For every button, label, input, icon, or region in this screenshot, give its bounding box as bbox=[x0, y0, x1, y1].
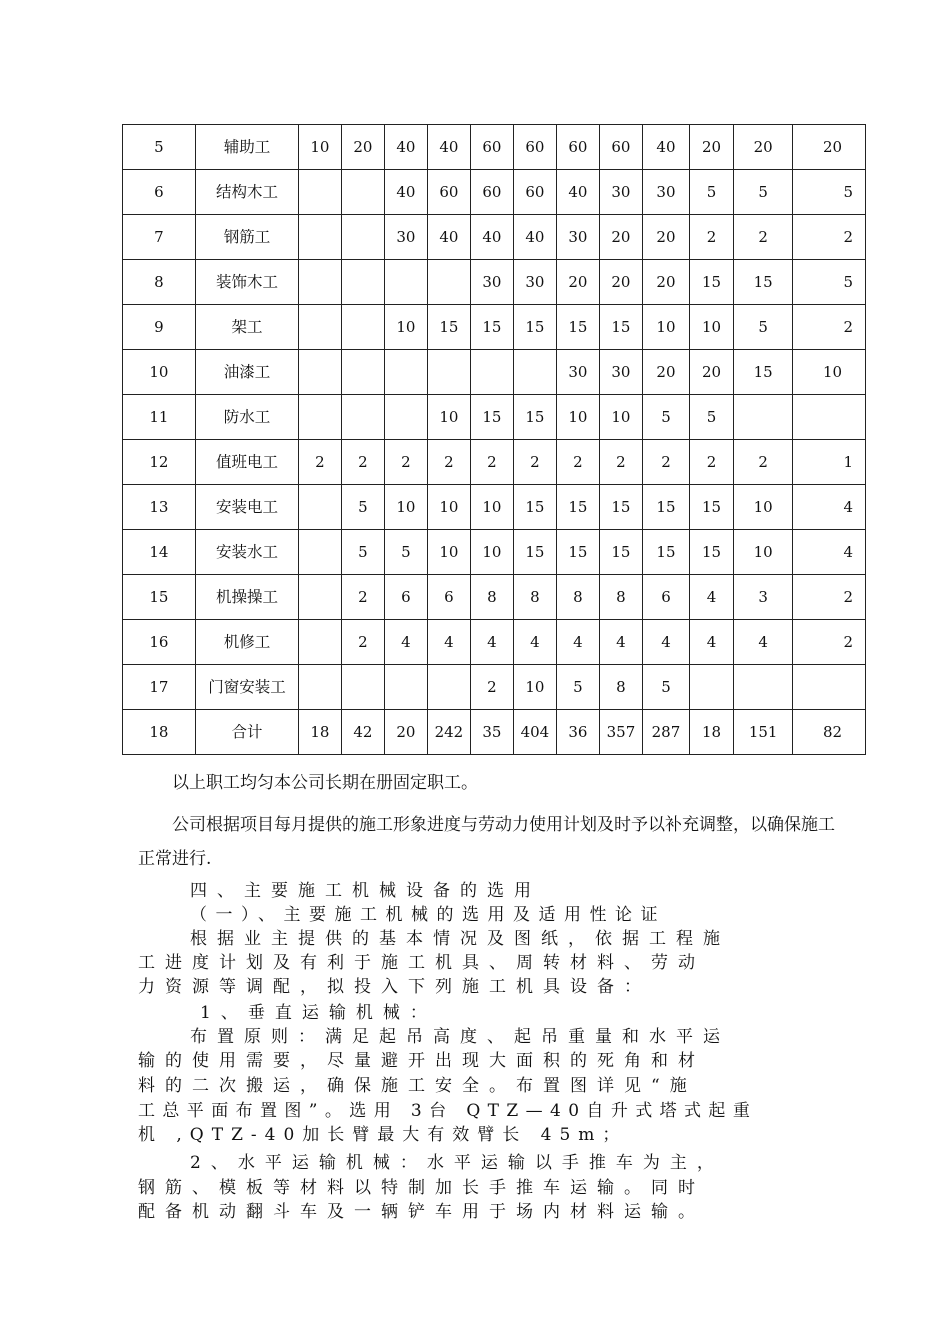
labor-count-cell: 20 bbox=[643, 260, 690, 305]
labor-count-cell bbox=[299, 665, 342, 710]
labor-count-cell: 15 bbox=[513, 395, 557, 440]
labor-count-cell: 60 bbox=[427, 170, 471, 215]
labor-count-cell: 15 bbox=[599, 305, 643, 350]
labor-count-cell: 15 bbox=[471, 395, 514, 440]
labor-count-cell: 20 bbox=[792, 125, 865, 170]
labor-count-cell: 10 bbox=[471, 530, 514, 575]
labor-count-cell: 5 bbox=[689, 395, 734, 440]
labor-count-cell: 2 bbox=[557, 440, 600, 485]
labor-count-cell: 60 bbox=[513, 170, 557, 215]
row-number: 5 bbox=[123, 125, 196, 170]
labor-count-cell: 40 bbox=[557, 170, 600, 215]
labor-count-cell: 2 bbox=[471, 665, 514, 710]
labor-count-cell bbox=[792, 665, 865, 710]
paragraph-basis-line2: 工进度计划及有利于施工机具、周转材料、劳动 bbox=[138, 953, 705, 973]
labor-count-cell: 40 bbox=[427, 215, 471, 260]
labor-count-cell: 35 bbox=[471, 710, 514, 755]
labor-count-cell bbox=[299, 530, 342, 575]
table-row bbox=[123, 170, 866, 215]
labor-count-cell: 15 bbox=[599, 485, 643, 530]
labor-count-cell: 10 bbox=[792, 350, 865, 395]
labor-count-cell: 6 bbox=[643, 575, 690, 620]
labor-count-cell: 82 bbox=[792, 710, 865, 755]
row-number: 6 bbox=[123, 170, 196, 215]
labor-count-cell: 30 bbox=[599, 170, 643, 215]
labor-count-cell: 10 bbox=[599, 395, 643, 440]
labor-count-cell bbox=[341, 350, 385, 395]
row-number: 16 bbox=[123, 620, 196, 665]
row-number: 15 bbox=[123, 575, 196, 620]
trade-name: 安装水工 bbox=[195, 530, 298, 575]
labor-count-cell bbox=[471, 350, 514, 395]
labor-count-cell: 5 bbox=[557, 665, 600, 710]
trade-name: 值班电工 bbox=[195, 440, 298, 485]
labor-count-cell: 60 bbox=[557, 125, 600, 170]
labor-count-cell: 3 bbox=[734, 575, 793, 620]
row-number: 13 bbox=[123, 485, 196, 530]
labor-count-cell: 15 bbox=[557, 305, 600, 350]
labor-count-cell bbox=[299, 260, 342, 305]
row-number: 18 bbox=[123, 710, 196, 755]
labor-count-cell bbox=[427, 350, 471, 395]
table-row bbox=[123, 260, 866, 305]
labor-count-cell: 4 bbox=[427, 620, 471, 665]
labor-count-cell: 20 bbox=[599, 215, 643, 260]
table-row bbox=[123, 485, 866, 530]
labor-count-cell: 4 bbox=[643, 620, 690, 665]
labor-count-cell: 2 bbox=[341, 440, 385, 485]
table-row bbox=[123, 530, 866, 575]
labor-count-cell bbox=[513, 350, 557, 395]
labor-count-cell: 15 bbox=[689, 260, 734, 305]
labor-count-cell: 10 bbox=[427, 485, 471, 530]
labor-count-cell bbox=[299, 215, 342, 260]
paragraph-adjustment: 公司根据项目每月提供的施工形象进度与劳动力使用计划及时予以补充调整，以确保施工正常进行. bbox=[138, 815, 835, 869]
paragraph-layout-line3: 料的二次搬运，确保施工安全。布置图详见“施 bbox=[138, 1076, 697, 1096]
labor-count-cell: 18 bbox=[299, 710, 342, 755]
labor-count-cell: 15 bbox=[689, 530, 734, 575]
labor-count-cell: 30 bbox=[599, 350, 643, 395]
paragraph-horizontal-line3: 配备机动翻斗车及一辆铲车用于场内材料运输。 bbox=[138, 1202, 705, 1222]
labor-count-cell: 15 bbox=[513, 530, 557, 575]
paragraph-layout-line5: 机 ,QTZ-40加长臂最大有效臂长 45m； bbox=[138, 1125, 628, 1145]
trade-name: 装饰木工 bbox=[195, 260, 298, 305]
labor-count-cell: 2 bbox=[471, 440, 514, 485]
paragraph-layout-line2: 输的使用需要，尽量避开出现大面积的死角和材 bbox=[138, 1051, 705, 1071]
labor-count-cell: 30 bbox=[513, 260, 557, 305]
table-row bbox=[123, 350, 866, 395]
labor-count-cell bbox=[299, 620, 342, 665]
labor-count-cell: 5 bbox=[734, 170, 793, 215]
labor-count-cell: 5 bbox=[643, 395, 690, 440]
paragraph-basis-line1: 根据业主提供的基本情况及图纸，依据工程施 bbox=[190, 929, 730, 949]
labor-count-cell: 2 bbox=[792, 620, 865, 665]
row-number: 17 bbox=[123, 665, 196, 710]
paragraph-basis-line3: 力资源等调配，拟投入下列施工机具设备： bbox=[138, 977, 651, 997]
labor-count-cell bbox=[734, 665, 793, 710]
labor-count-cell: 10 bbox=[299, 125, 342, 170]
labor-count-cell: 5 bbox=[792, 170, 865, 215]
labor-table-body bbox=[123, 125, 866, 755]
labor-count-cell: 60 bbox=[599, 125, 643, 170]
labor-count-cell: 40 bbox=[385, 125, 428, 170]
labor-count-cell: 4 bbox=[385, 620, 428, 665]
labor-count-cell bbox=[299, 170, 342, 215]
labor-count-cell: 20 bbox=[689, 125, 734, 170]
table-row bbox=[123, 305, 866, 350]
labor-count-cell: 10 bbox=[734, 530, 793, 575]
labor-count-cell bbox=[341, 395, 385, 440]
trade-name: 安装电工 bbox=[195, 485, 298, 530]
table-row bbox=[123, 440, 866, 485]
table-row bbox=[123, 395, 866, 440]
labor-count-cell bbox=[385, 260, 428, 305]
row-number: 7 bbox=[123, 215, 196, 260]
labor-count-cell: 2 bbox=[341, 620, 385, 665]
trade-name: 合计 bbox=[195, 710, 298, 755]
labor-count-cell: 10 bbox=[471, 485, 514, 530]
labor-count-cell: 36 bbox=[557, 710, 600, 755]
labor-count-cell: 4 bbox=[599, 620, 643, 665]
labor-count-cell bbox=[341, 170, 385, 215]
labor-count-cell: 15 bbox=[557, 530, 600, 575]
labor-count-cell: 2 bbox=[385, 440, 428, 485]
labor-count-cell: 2 bbox=[643, 440, 690, 485]
labor-table bbox=[122, 124, 866, 755]
labor-count-cell bbox=[299, 305, 342, 350]
labor-count-cell: 30 bbox=[557, 350, 600, 395]
row-number: 9 bbox=[123, 305, 196, 350]
labor-count-cell: 20 bbox=[599, 260, 643, 305]
labor-count-cell: 5 bbox=[341, 530, 385, 575]
row-number: 14 bbox=[123, 530, 196, 575]
labor-count-cell: 15 bbox=[734, 260, 793, 305]
labor-count-cell: 15 bbox=[557, 485, 600, 530]
labor-count-cell: 30 bbox=[385, 215, 428, 260]
labor-count-cell: 8 bbox=[599, 665, 643, 710]
labor-count-cell: 10 bbox=[643, 305, 690, 350]
table-row bbox=[123, 710, 866, 755]
paragraph-staff-note: 以上职工均匀本公司长期在册固定职工。 bbox=[172, 773, 478, 793]
labor-count-cell: 20 bbox=[689, 350, 734, 395]
labor-count-cell: 20 bbox=[341, 125, 385, 170]
row-number: 10 bbox=[123, 350, 196, 395]
labor-count-cell: 2 bbox=[299, 440, 342, 485]
labor-count-cell: 6 bbox=[385, 575, 428, 620]
labor-count-cell: 60 bbox=[471, 170, 514, 215]
labor-count-cell: 2 bbox=[427, 440, 471, 485]
labor-count-cell: 20 bbox=[734, 125, 793, 170]
labor-count-cell: 5 bbox=[341, 485, 385, 530]
labor-count-cell: 15 bbox=[643, 485, 690, 530]
labor-count-cell: 5 bbox=[385, 530, 428, 575]
labor-count-cell: 2 bbox=[341, 575, 385, 620]
labor-count-cell: 404 bbox=[513, 710, 557, 755]
labor-count-cell: 20 bbox=[643, 215, 690, 260]
labor-count-cell: 15 bbox=[599, 530, 643, 575]
labor-count-cell: 10 bbox=[427, 530, 471, 575]
labor-count-cell bbox=[299, 575, 342, 620]
labor-count-cell: 1 bbox=[792, 440, 865, 485]
labor-count-cell: 15 bbox=[689, 485, 734, 530]
labor-count-cell: 8 bbox=[471, 575, 514, 620]
labor-count-cell: 10 bbox=[385, 305, 428, 350]
labor-count-cell: 40 bbox=[643, 125, 690, 170]
labor-count-cell bbox=[299, 485, 342, 530]
labor-count-cell: 42 bbox=[341, 710, 385, 755]
labor-count-cell: 15 bbox=[734, 350, 793, 395]
labor-count-cell: 4 bbox=[792, 485, 865, 530]
labor-count-cell: 2 bbox=[734, 215, 793, 260]
labor-count-cell bbox=[689, 665, 734, 710]
trade-name: 门窗安装工 bbox=[195, 665, 298, 710]
labor-count-cell: 2 bbox=[792, 305, 865, 350]
labor-count-cell: 15 bbox=[513, 485, 557, 530]
labor-count-cell: 5 bbox=[734, 305, 793, 350]
labor-count-cell: 2 bbox=[734, 440, 793, 485]
heading-vertical-transport: 1、垂直运输机械： bbox=[200, 1003, 437, 1023]
labor-count-cell: 40 bbox=[471, 215, 514, 260]
labor-count-cell: 4 bbox=[689, 575, 734, 620]
labor-count-cell: 10 bbox=[385, 485, 428, 530]
labor-count-cell: 4 bbox=[734, 620, 793, 665]
labor-count-cell: 10 bbox=[557, 395, 600, 440]
labor-count-cell: 4 bbox=[689, 620, 734, 665]
labor-count-cell: 40 bbox=[513, 215, 557, 260]
labor-count-cell bbox=[341, 260, 385, 305]
labor-count-cell bbox=[734, 395, 793, 440]
trade-name: 机操操工 bbox=[195, 575, 298, 620]
table-row bbox=[123, 215, 866, 260]
labor-count-cell: 40 bbox=[427, 125, 471, 170]
labor-count-cell: 20 bbox=[643, 350, 690, 395]
labor-count-cell: 8 bbox=[557, 575, 600, 620]
trade-name: 油漆工 bbox=[195, 350, 298, 395]
labor-count-cell: 5 bbox=[689, 170, 734, 215]
labor-count-cell: 357 bbox=[599, 710, 643, 755]
labor-count-cell: 15 bbox=[427, 305, 471, 350]
labor-count-cell: 10 bbox=[734, 485, 793, 530]
labor-count-cell: 151 bbox=[734, 710, 793, 755]
labor-count-cell: 4 bbox=[513, 620, 557, 665]
labor-count-cell bbox=[385, 665, 428, 710]
row-number: 12 bbox=[123, 440, 196, 485]
labor-count-cell: 15 bbox=[513, 305, 557, 350]
labor-count-cell: 15 bbox=[643, 530, 690, 575]
labor-count-cell bbox=[385, 350, 428, 395]
trade-name: 结构木工 bbox=[195, 170, 298, 215]
labor-count-cell: 10 bbox=[513, 665, 557, 710]
table-row bbox=[123, 575, 866, 620]
paragraph-layout-line1: 布置原则：满足起吊高度、起吊重量和水平运 bbox=[190, 1027, 730, 1047]
paragraph-horizontal-line1: 2、水平运输机械：水平运输以手推车为主， bbox=[190, 1153, 724, 1173]
trade-name: 辅助工 bbox=[195, 125, 298, 170]
labor-count-cell: 6 bbox=[427, 575, 471, 620]
labor-count-cell: 15 bbox=[471, 305, 514, 350]
labor-count-cell bbox=[341, 215, 385, 260]
labor-count-cell: 30 bbox=[557, 215, 600, 260]
labor-count-cell: 242 bbox=[427, 710, 471, 755]
labor-count-cell: 2 bbox=[513, 440, 557, 485]
heading-section-four: 四、主要施工机械设备的选用 bbox=[190, 881, 541, 901]
labor-count-cell: 2 bbox=[792, 575, 865, 620]
labor-count-cell: 30 bbox=[643, 170, 690, 215]
trade-name: 防水工 bbox=[195, 395, 298, 440]
labor-count-cell: 18 bbox=[689, 710, 734, 755]
labor-count-cell: 2 bbox=[689, 215, 734, 260]
table-row bbox=[123, 620, 866, 665]
labor-count-cell: 5 bbox=[643, 665, 690, 710]
labor-count-cell: 2 bbox=[792, 215, 865, 260]
labor-count-cell: 20 bbox=[557, 260, 600, 305]
labor-count-cell: 60 bbox=[513, 125, 557, 170]
table-row bbox=[123, 125, 866, 170]
labor-count-cell bbox=[427, 665, 471, 710]
labor-count-cell bbox=[341, 305, 385, 350]
labor-count-cell: 5 bbox=[792, 260, 865, 305]
labor-count-cell: 287 bbox=[643, 710, 690, 755]
labor-count-cell: 2 bbox=[599, 440, 643, 485]
labor-count-cell: 10 bbox=[689, 305, 734, 350]
labor-count-cell: 8 bbox=[599, 575, 643, 620]
heading-subsection-one: （一）、主要施工机械的选用及适用性论证 bbox=[190, 905, 666, 925]
labor-count-cell: 4 bbox=[792, 530, 865, 575]
trade-name: 钢筋工 bbox=[195, 215, 298, 260]
labor-count-cell bbox=[299, 350, 342, 395]
trade-name: 架工 bbox=[195, 305, 298, 350]
labor-count-cell: 10 bbox=[427, 395, 471, 440]
labor-count-cell: 2 bbox=[689, 440, 734, 485]
labor-count-cell: 30 bbox=[471, 260, 514, 305]
paragraph-horizontal-line2: 钢筋、模板等材料以特制加长手推车运输。同时 bbox=[138, 1178, 705, 1198]
labor-count-cell bbox=[341, 665, 385, 710]
row-number: 11 bbox=[123, 395, 196, 440]
labor-count-cell: 60 bbox=[471, 125, 514, 170]
row-number: 8 bbox=[123, 260, 196, 305]
labor-count-cell bbox=[299, 395, 342, 440]
labor-count-cell bbox=[385, 395, 428, 440]
labor-count-cell: 40 bbox=[385, 170, 428, 215]
labor-count-cell: 8 bbox=[513, 575, 557, 620]
labor-count-cell bbox=[427, 260, 471, 305]
trade-name: 机修工 bbox=[195, 620, 298, 665]
table-row bbox=[123, 665, 866, 710]
labor-count-cell: 4 bbox=[557, 620, 600, 665]
labor-count-cell bbox=[792, 395, 865, 440]
paragraph-layout-line4: 工总平面布置图”。选用 3台 QTZ—40自升式塔式起重 bbox=[138, 1101, 758, 1121]
labor-count-cell: 4 bbox=[471, 620, 514, 665]
labor-count-cell: 20 bbox=[385, 710, 428, 755]
